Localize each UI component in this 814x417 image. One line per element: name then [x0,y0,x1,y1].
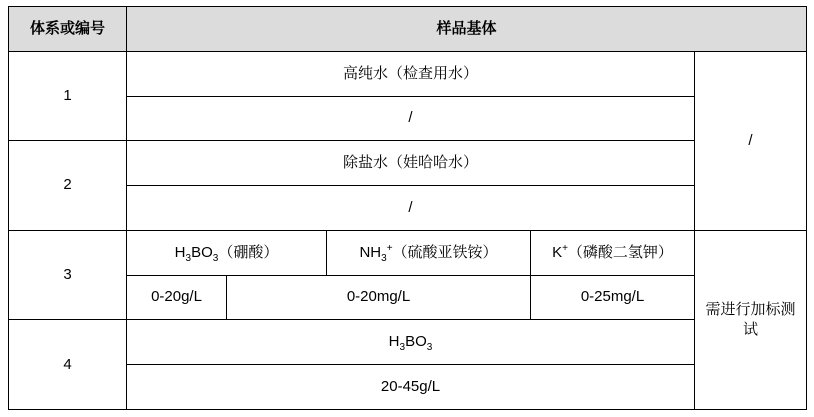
row3-analyte-1-range: 0-20g/L [127,275,227,320]
row-id-1: 1 [9,51,127,141]
sample-matrix-table [8,6,807,410]
analyte-2-label: （硫酸亚铁铵） [392,243,498,261]
analyte-2-charge: + [386,242,393,254]
row4-range: 20-45g/L [127,365,695,410]
row3-analyte-2-name [327,230,531,275]
header-cell-sample-matrix: 样品基体 [127,7,807,52]
analyte-1-sub1: 3 [185,252,192,264]
row3-4-note: 需进行加标测试 [695,230,807,409]
analyte-2-sub1: 3 [381,252,387,264]
row1-range: / [127,96,695,141]
table-row [9,230,807,275]
analyte-3-label: （磷酸二氢钾） [567,243,673,261]
table-row [9,275,807,320]
row4-mid: BO [405,333,427,351]
row3-analyte-2-range: 0-20mg/L [227,275,531,320]
row4-element: H [388,333,400,351]
row2-matrix: 除盐水（娃哈哈水） [127,141,695,186]
analyte-1-sub2: 3 [212,252,219,264]
sample-matrix-table-container [8,6,806,410]
table-row [9,96,807,141]
row-id-3: 3 [9,230,127,320]
analyte-3-element: K [552,243,563,261]
table-row [9,186,807,231]
analyte-2-element: NH [359,243,382,261]
table-row [9,141,807,186]
analyte-1-mid: BO [191,243,213,261]
analyte-3-charge: + [562,242,568,254]
row-id-2: 2 [9,141,127,231]
row4-matrix [127,320,695,365]
row1-matrix: 高纯水（检查用水） [127,51,695,96]
header-cell-system-id: 体系或编号 [9,7,127,52]
row4-sub1: 3 [399,342,406,354]
table-row [9,51,807,96]
row3-analyte-3-range: 0-25mg/L [531,275,695,320]
row-id-4: 4 [9,320,127,410]
row1-2-note: / [695,51,807,230]
row2-range: / [127,186,695,231]
analyte-1-element: H [174,243,186,261]
row3-analyte-1-name [127,230,327,275]
table-row [9,365,807,410]
analyte-1-label: （硼酸） [218,243,279,261]
row3-analyte-3-name [531,230,695,275]
table-row [9,320,807,365]
row4-sub2: 3 [426,342,433,354]
table-header-row [9,7,807,52]
